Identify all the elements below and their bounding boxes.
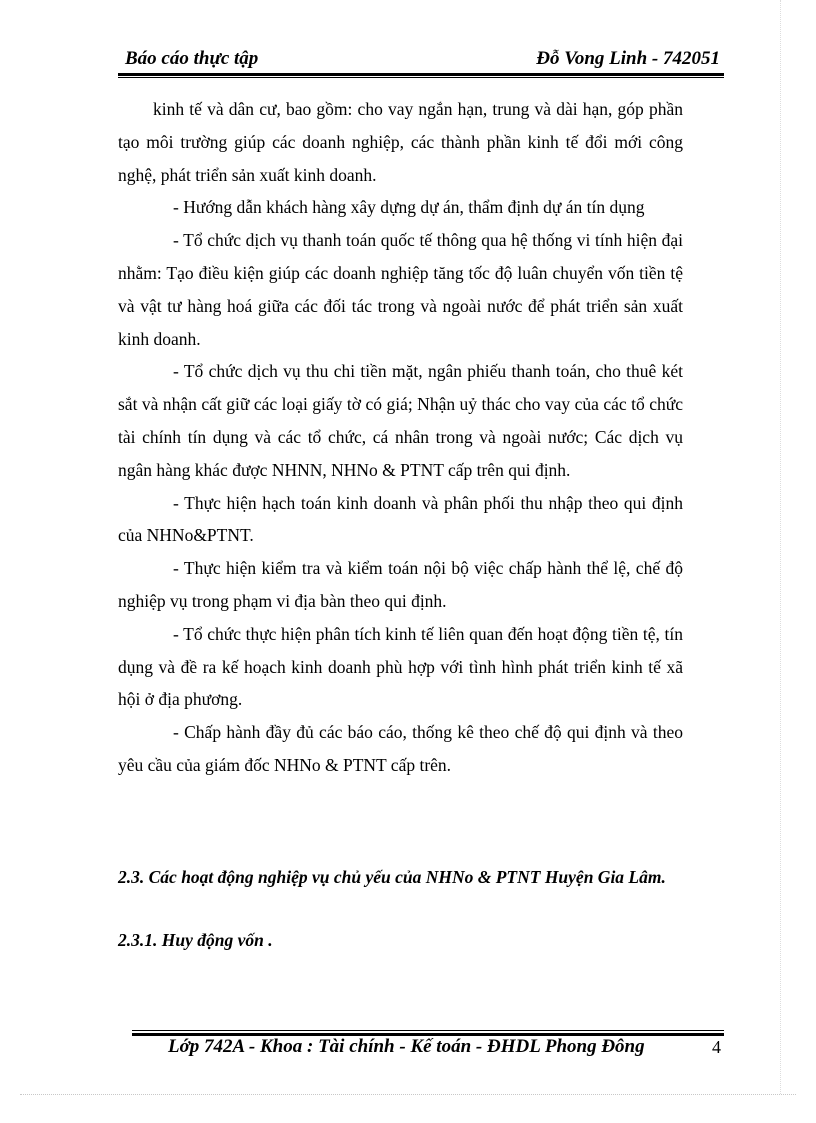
page-footer: Lớp 742A - Khoa : Tài chính - Kế toán - ĐHDL Phong Đông [168, 1036, 645, 1057]
page-number: 4 [712, 1037, 721, 1057]
paragraph: - Hướng dẫn khách hàng xây dựng dự án, thẩm định dự án tín dụng [173, 197, 645, 218]
paragraph: - Tổ chức dịch vụ thanh toán quốc tế thông qua hệ thống vi tính hiện đại nhằm: Tạo điều kiện giúp các doanh nghiệp tăng tốc độ luân chuyển vốn tiền tệ và vật tư hàng hoá giữa các đối tác trong và ngoài nước để phát triển sản xuất kinh doanh. [118, 230, 683, 349]
paragraph: - Tổ chức dịch vụ thu chi tiền mặt, ngân phiếu thanh toán, cho thuê két sắt và nhận cất giữ các loại giấy tờ có giá; Nhận uỷ thác cho vay của các tổ chức tài chính tín dụng và các tổ chức, cá nhân trong và ngoài nước; Các dịch vụ ngân hàng khác được NHNN, NHNo & PTNT cấp trên qui định. [118, 361, 683, 480]
body-text [118, 93, 683, 782]
paragraph: kinh tế và dân cư, bao gồm: cho vay ngắn hạn, trung và dài hạn, góp phần tạo môi trường giúp các doanh nghiệp, các thành phần kinh tế đổi mới công nghệ, phát triển sản xuất kinh doanh. [118, 99, 683, 185]
paragraph: - Thực hiện hạch toán kinh doanh và phân phối thu nhập theo qui định của NHNo&PTNT. [118, 492, 683, 546]
paragraph: - Tổ chức thực hiện phân tích kinh tế liên quan đến hoạt động tiền tệ, tín dụng và đề ra kế hoạch kinh doanh phù hợp với tình hình phát triển kinh tế xã hội ở địa phương. [118, 623, 683, 710]
footer-rule-thin [132, 1030, 724, 1031]
section-heading-text: 2.3. Các hoạt động nghiệp vụ chủ yếu của NHNo & PTNT Huyện Gia Lâm. [118, 867, 666, 887]
subsection-heading: 2.3.1. Huy động vốn . [118, 930, 273, 950]
page-header [118, 46, 724, 74]
page-edge-bottom [20, 1094, 796, 1095]
paragraph: - Thực hiện kiểm tra và kiểm toán nội bộ việc chấp hành thể lệ, chế độ nghiệp vụ trong phạm vi địa bàn theo qui định. [118, 558, 683, 611]
paragraph: - Chấp hành đầy đủ các báo cáo, thống kê theo chế độ qui định và theo yêu cầu của giám đốc NHNo & PTNT cấp trên. [118, 722, 683, 775]
page-edge-right [780, 0, 781, 1094]
section-heading [118, 865, 688, 889]
header-title: Báo cáo thực tập [125, 48, 259, 69]
header-rule-thin [118, 77, 724, 78]
header-rule-thick [118, 73, 724, 76]
header-author: Đỗ Vong Linh - 742051 [536, 48, 720, 69]
